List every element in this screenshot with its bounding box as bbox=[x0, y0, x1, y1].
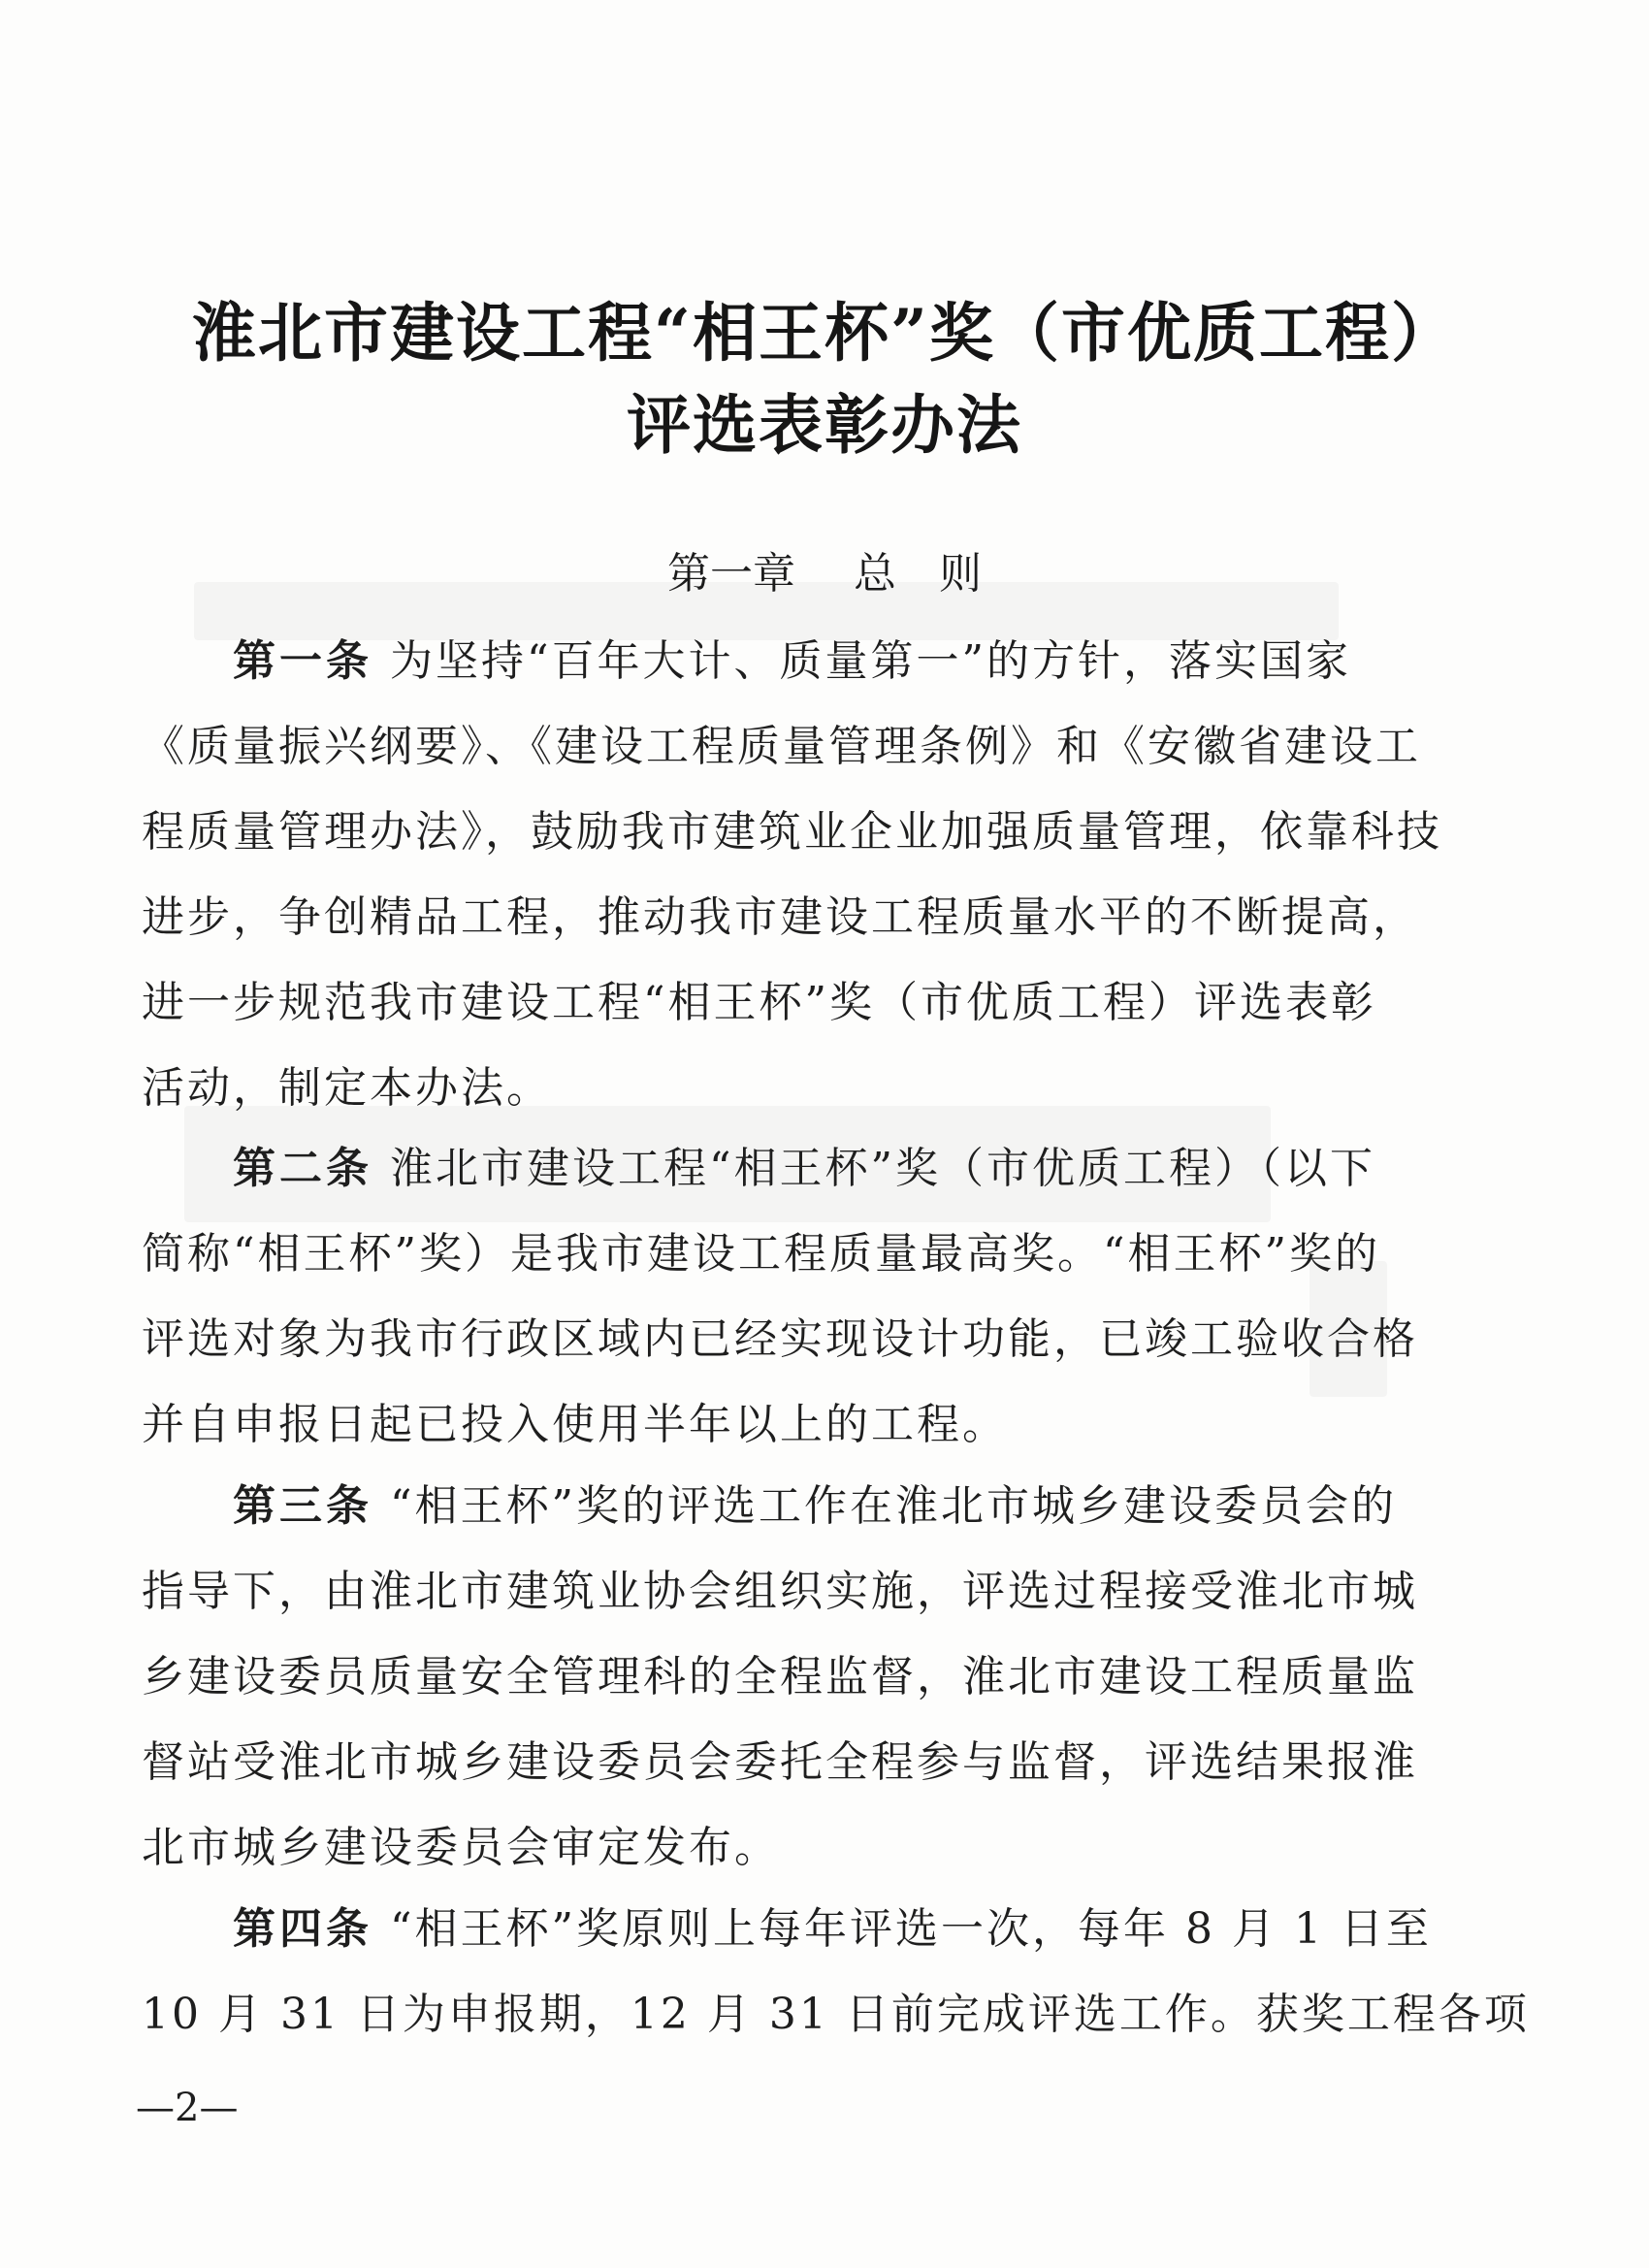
article-2-line-2: 简称“相王杯”奖）是我市建设工程质量最高奖。“相王杯”奖的 bbox=[142, 1229, 1380, 1279]
article-1-line-5: 进一步规范我市建设工程“相王杯”奖（市优质工程）评选表彰 bbox=[142, 978, 1376, 1027]
article-3-line-1: 第三条 “相王杯”奖的评选工作在淮北市城乡建设委员会的 bbox=[233, 1481, 1397, 1531]
article-2-line-1: 第二条 淮北市建设工程“相王杯”奖（市优质工程）（以下 bbox=[233, 1144, 1375, 1193]
article-3-line-2: 指导下，由淮北市建筑业协会组织实施，评选过程接受淮北市城 bbox=[142, 1567, 1418, 1616]
page-number: —2— bbox=[136, 2086, 239, 2130]
article-3-line-5: 北市城乡建设委员会审定发布。 bbox=[142, 1823, 780, 1872]
article-4-line-2: 10 月 31 日为申报期，12 月 31 日前完成评选工作。获奖工程各项 bbox=[142, 1990, 1530, 2039]
chapter-number: 第一章 bbox=[667, 549, 795, 599]
document-title-line-2: 评选表彰办法 bbox=[627, 387, 1022, 463]
article-1-line-4: 进步，争创精品工程，推动我市建设工程质量水平的不断提高， bbox=[142, 892, 1418, 942]
article-1-line-6: 活动，制定本办法。 bbox=[142, 1063, 552, 1113]
article-label: 第四条 bbox=[233, 1904, 372, 1954]
article-3-line-4: 督站受淮北市城乡建设委员会委托全程参与监督，评选结果报淮 bbox=[142, 1737, 1418, 1787]
chapter-heading bbox=[0, 538, 1649, 600]
article-1-line-1: 第一条 为坚持“百年大计、质量第一”的方针，落实国家 bbox=[233, 636, 1351, 686]
article-2-line-3: 评选对象为我市行政区域内已经实现设计功能，已竣工验收合格 bbox=[142, 1314, 1418, 1364]
article-label: 第三条 bbox=[233, 1481, 372, 1531]
article-2-line-4: 并自申报日起已投入使用半年以上的工程。 bbox=[142, 1400, 1008, 1449]
chapter-name: 总 则 bbox=[854, 549, 982, 599]
document-title-line-1: 淮北市建设工程“相王杯”奖（市优质工程） bbox=[192, 295, 1457, 371]
article-1-line-3: 程质量管理办法》，鼓励我市建筑业企业加强质量管理，依靠科技 bbox=[142, 807, 1442, 857]
article-3-line-3: 乡建设委员质量安全管理科的全程监督，淮北市建设工程质量监 bbox=[142, 1652, 1418, 1701]
article-label: 第一条 bbox=[233, 636, 372, 686]
article-1-line-2: 《质量振兴纲要》、《建设工程质量管理条例》和《安徽省建设工 bbox=[142, 722, 1421, 771]
article-4-line-1: 第四条 “相王杯”奖原则上每年评选一次，每年 8 月 1 日至 bbox=[233, 1904, 1432, 1954]
article-label: 第二条 bbox=[233, 1144, 372, 1193]
